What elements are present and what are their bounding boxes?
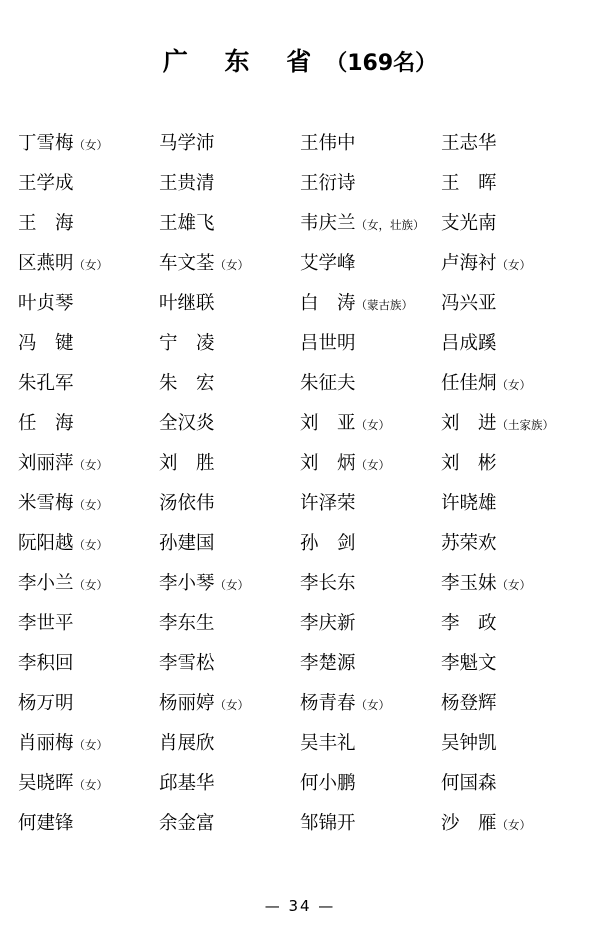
person-name: 李积回: [18, 653, 74, 674]
person-name: 苏荣欢: [441, 533, 497, 554]
person-name: 李庆新: [300, 613, 356, 634]
name-entry: [159, 484, 300, 524]
person-note: （女）: [214, 578, 250, 592]
name-entry: [159, 244, 300, 284]
person-name: 王贵清: [159, 173, 215, 194]
person-note: （女）: [214, 698, 250, 712]
name-entry: [18, 444, 159, 484]
name-entry: [18, 204, 159, 244]
province-name: 广 东 省: [162, 47, 326, 76]
name-entry: [300, 364, 441, 404]
name-entry: [159, 324, 300, 364]
person-name: 王学成: [18, 173, 74, 194]
name-entry: [18, 724, 159, 764]
person-note: （土家族）: [496, 418, 555, 432]
person-name: 叶贞琴: [18, 293, 74, 314]
name-entry: [18, 524, 159, 564]
person-name: 李世平: [18, 613, 74, 634]
name-entry: [441, 804, 582, 844]
name-entry: [18, 404, 159, 444]
name-entry: [441, 164, 582, 204]
name-entry: [159, 164, 300, 204]
name-entry: [159, 764, 300, 804]
person-note: （女）: [496, 378, 532, 392]
person-note: （女）: [355, 458, 391, 472]
person-name: 何国森: [441, 773, 497, 794]
name-entry: [441, 404, 582, 444]
person-name: 刘 炳: [300, 453, 356, 474]
person-name: 李小琴: [159, 573, 215, 594]
name-entry: [441, 604, 582, 644]
person-name: 任 海: [18, 413, 74, 434]
person-note: （女）: [73, 458, 109, 472]
name-entry: [159, 564, 300, 604]
name-entry: [300, 124, 441, 164]
name-entry: [18, 324, 159, 364]
person-note: （女）: [73, 578, 109, 592]
person-note: （女）: [214, 258, 250, 272]
person-note: （女）: [355, 698, 391, 712]
person-note: （女）: [73, 138, 109, 152]
person-name: 刘 进: [441, 413, 497, 434]
name-entry: [300, 644, 441, 684]
person-name: 肖展欣: [159, 733, 215, 754]
name-entry: [159, 804, 300, 844]
name-entry: [300, 524, 441, 564]
person-name: 刘 亚: [300, 413, 356, 434]
name-entry: [441, 764, 582, 804]
name-entry: [18, 284, 159, 324]
name-entry: [441, 684, 582, 724]
person-name: 吴钟凯: [441, 733, 497, 754]
delegate-count: （169名）: [325, 51, 438, 76]
name-entry: [300, 564, 441, 604]
person-name: 李魁文: [441, 653, 497, 674]
person-note: （蒙古族）: [355, 298, 414, 312]
name-entry: [159, 724, 300, 764]
person-name: 韦庆兰: [300, 213, 356, 234]
person-name: 王 海: [18, 213, 74, 234]
name-entry: [18, 804, 159, 844]
person-name: 丁雪梅: [18, 133, 74, 154]
person-name: 李小兰: [18, 573, 74, 594]
name-entry: [18, 124, 159, 164]
person-note: （女）: [73, 258, 109, 272]
person-name: 全汉炎: [159, 413, 215, 434]
name-entry: [300, 804, 441, 844]
name-entry: [300, 764, 441, 804]
person-note: （女）: [73, 538, 109, 552]
person-name: 车文荃: [159, 253, 215, 274]
person-name: 区燕明: [18, 253, 74, 274]
person-name: 吕世明: [300, 333, 356, 354]
person-note: （女）: [355, 418, 391, 432]
person-name: 杨登辉: [441, 693, 497, 714]
person-name: 王伟中: [300, 133, 356, 154]
person-note: （女）: [73, 778, 109, 792]
person-name: 杨丽婷: [159, 693, 215, 714]
person-name: 王雄飞: [159, 213, 215, 234]
name-entry: [441, 124, 582, 164]
person-name: 艾学峰: [300, 253, 356, 274]
person-name: 许泽荣: [300, 493, 356, 514]
person-name: 冯 键: [18, 333, 74, 354]
name-entry: [441, 244, 582, 284]
person-name: 李东生: [159, 613, 215, 634]
person-name: 王 晖: [441, 173, 497, 194]
person-name: 王志华: [441, 133, 497, 154]
name-entry: [300, 604, 441, 644]
page-number: — 34 —: [264, 897, 336, 915]
person-note: （女）: [73, 498, 109, 512]
person-name: 刘丽萍: [18, 453, 74, 474]
person-name: 邱基华: [159, 773, 215, 794]
name-entry: [300, 164, 441, 204]
person-name: 杨青春: [300, 693, 356, 714]
person-note: （女，壮族）: [355, 218, 425, 232]
person-note: （女）: [73, 738, 109, 752]
name-entry: [159, 284, 300, 324]
person-note: （女）: [496, 258, 532, 272]
name-entry: [300, 204, 441, 244]
name-entry: [18, 484, 159, 524]
person-name: 刘 彬: [441, 453, 497, 474]
person-name: 孙建国: [159, 533, 215, 554]
person-name: 李玉妹: [441, 573, 497, 594]
person-note: （女）: [496, 578, 532, 592]
name-entry: [159, 684, 300, 724]
person-name: 冯兴亚: [441, 293, 497, 314]
person-note: （女）: [496, 818, 532, 832]
person-name: 阮阳越: [18, 533, 74, 554]
name-entry: [300, 724, 441, 764]
person-name: 白 涛: [300, 293, 356, 314]
person-name: 许晓雄: [441, 493, 497, 514]
name-entry: [159, 444, 300, 484]
person-name: 支光南: [441, 213, 497, 234]
person-name: 李雪松: [159, 653, 215, 674]
person-name: 吴丰礼: [300, 733, 356, 754]
person-name: 何小鹏: [300, 773, 356, 794]
person-name: 朱 宏: [159, 373, 215, 394]
name-entry: [159, 204, 300, 244]
name-entry: [441, 204, 582, 244]
name-entry: [18, 164, 159, 204]
name-list: [14, 124, 586, 844]
person-name: 李楚源: [300, 653, 356, 674]
document-page: [0, 42, 600, 929]
name-entry: [18, 604, 159, 644]
name-entry: [441, 644, 582, 684]
name-entry: [159, 644, 300, 684]
name-entry: [441, 724, 582, 764]
name-entry: [441, 364, 582, 404]
name-entry: [441, 564, 582, 604]
name-entry: [300, 284, 441, 324]
person-name: 沙 雁: [441, 813, 497, 834]
name-entry: [18, 684, 159, 724]
name-entry: [18, 244, 159, 284]
name-entry: [300, 244, 441, 284]
name-entry: [441, 444, 582, 484]
person-name: 汤依伟: [159, 493, 215, 514]
page-title: [14, 42, 586, 78]
name-entry: [159, 364, 300, 404]
person-name: 邹锦开: [300, 813, 356, 834]
person-name: 肖丽梅: [18, 733, 74, 754]
name-entry: [300, 444, 441, 484]
person-name: 朱征夫: [300, 373, 356, 394]
person-name: 任佳烔: [441, 373, 497, 394]
name-entry: [300, 684, 441, 724]
name-entry: [18, 564, 159, 604]
person-name: 宁 凌: [159, 333, 215, 354]
name-entry: [441, 484, 582, 524]
name-entry: [441, 324, 582, 364]
person-name: 米雪梅: [18, 493, 74, 514]
name-entry: [18, 764, 159, 804]
name-entry: [159, 604, 300, 644]
person-name: 余金富: [159, 813, 215, 834]
person-name: 杨万明: [18, 693, 74, 714]
name-entry: [18, 644, 159, 684]
person-name: 吕成蹊: [441, 333, 497, 354]
name-entry: [300, 404, 441, 444]
person-name: 李长东: [300, 573, 356, 594]
name-entry: [18, 364, 159, 404]
person-name: 王衍诗: [300, 173, 356, 194]
person-name: 孙 剑: [300, 533, 356, 554]
person-name: 吴晓晖: [18, 773, 74, 794]
person-name: 朱孔军: [18, 373, 74, 394]
person-name: 何建锋: [18, 813, 74, 834]
person-name: 马学沛: [159, 133, 215, 154]
name-entry: [441, 524, 582, 564]
name-entry: [159, 404, 300, 444]
name-entry: [441, 284, 582, 324]
name-entry: [300, 324, 441, 364]
person-name: 李 政: [441, 613, 497, 634]
name-entry: [300, 484, 441, 524]
person-name: 叶继联: [159, 293, 215, 314]
person-name: 刘 胜: [159, 453, 215, 474]
name-entry: [159, 524, 300, 564]
name-entry: [159, 124, 300, 164]
person-name: 卢海衬: [441, 253, 497, 274]
